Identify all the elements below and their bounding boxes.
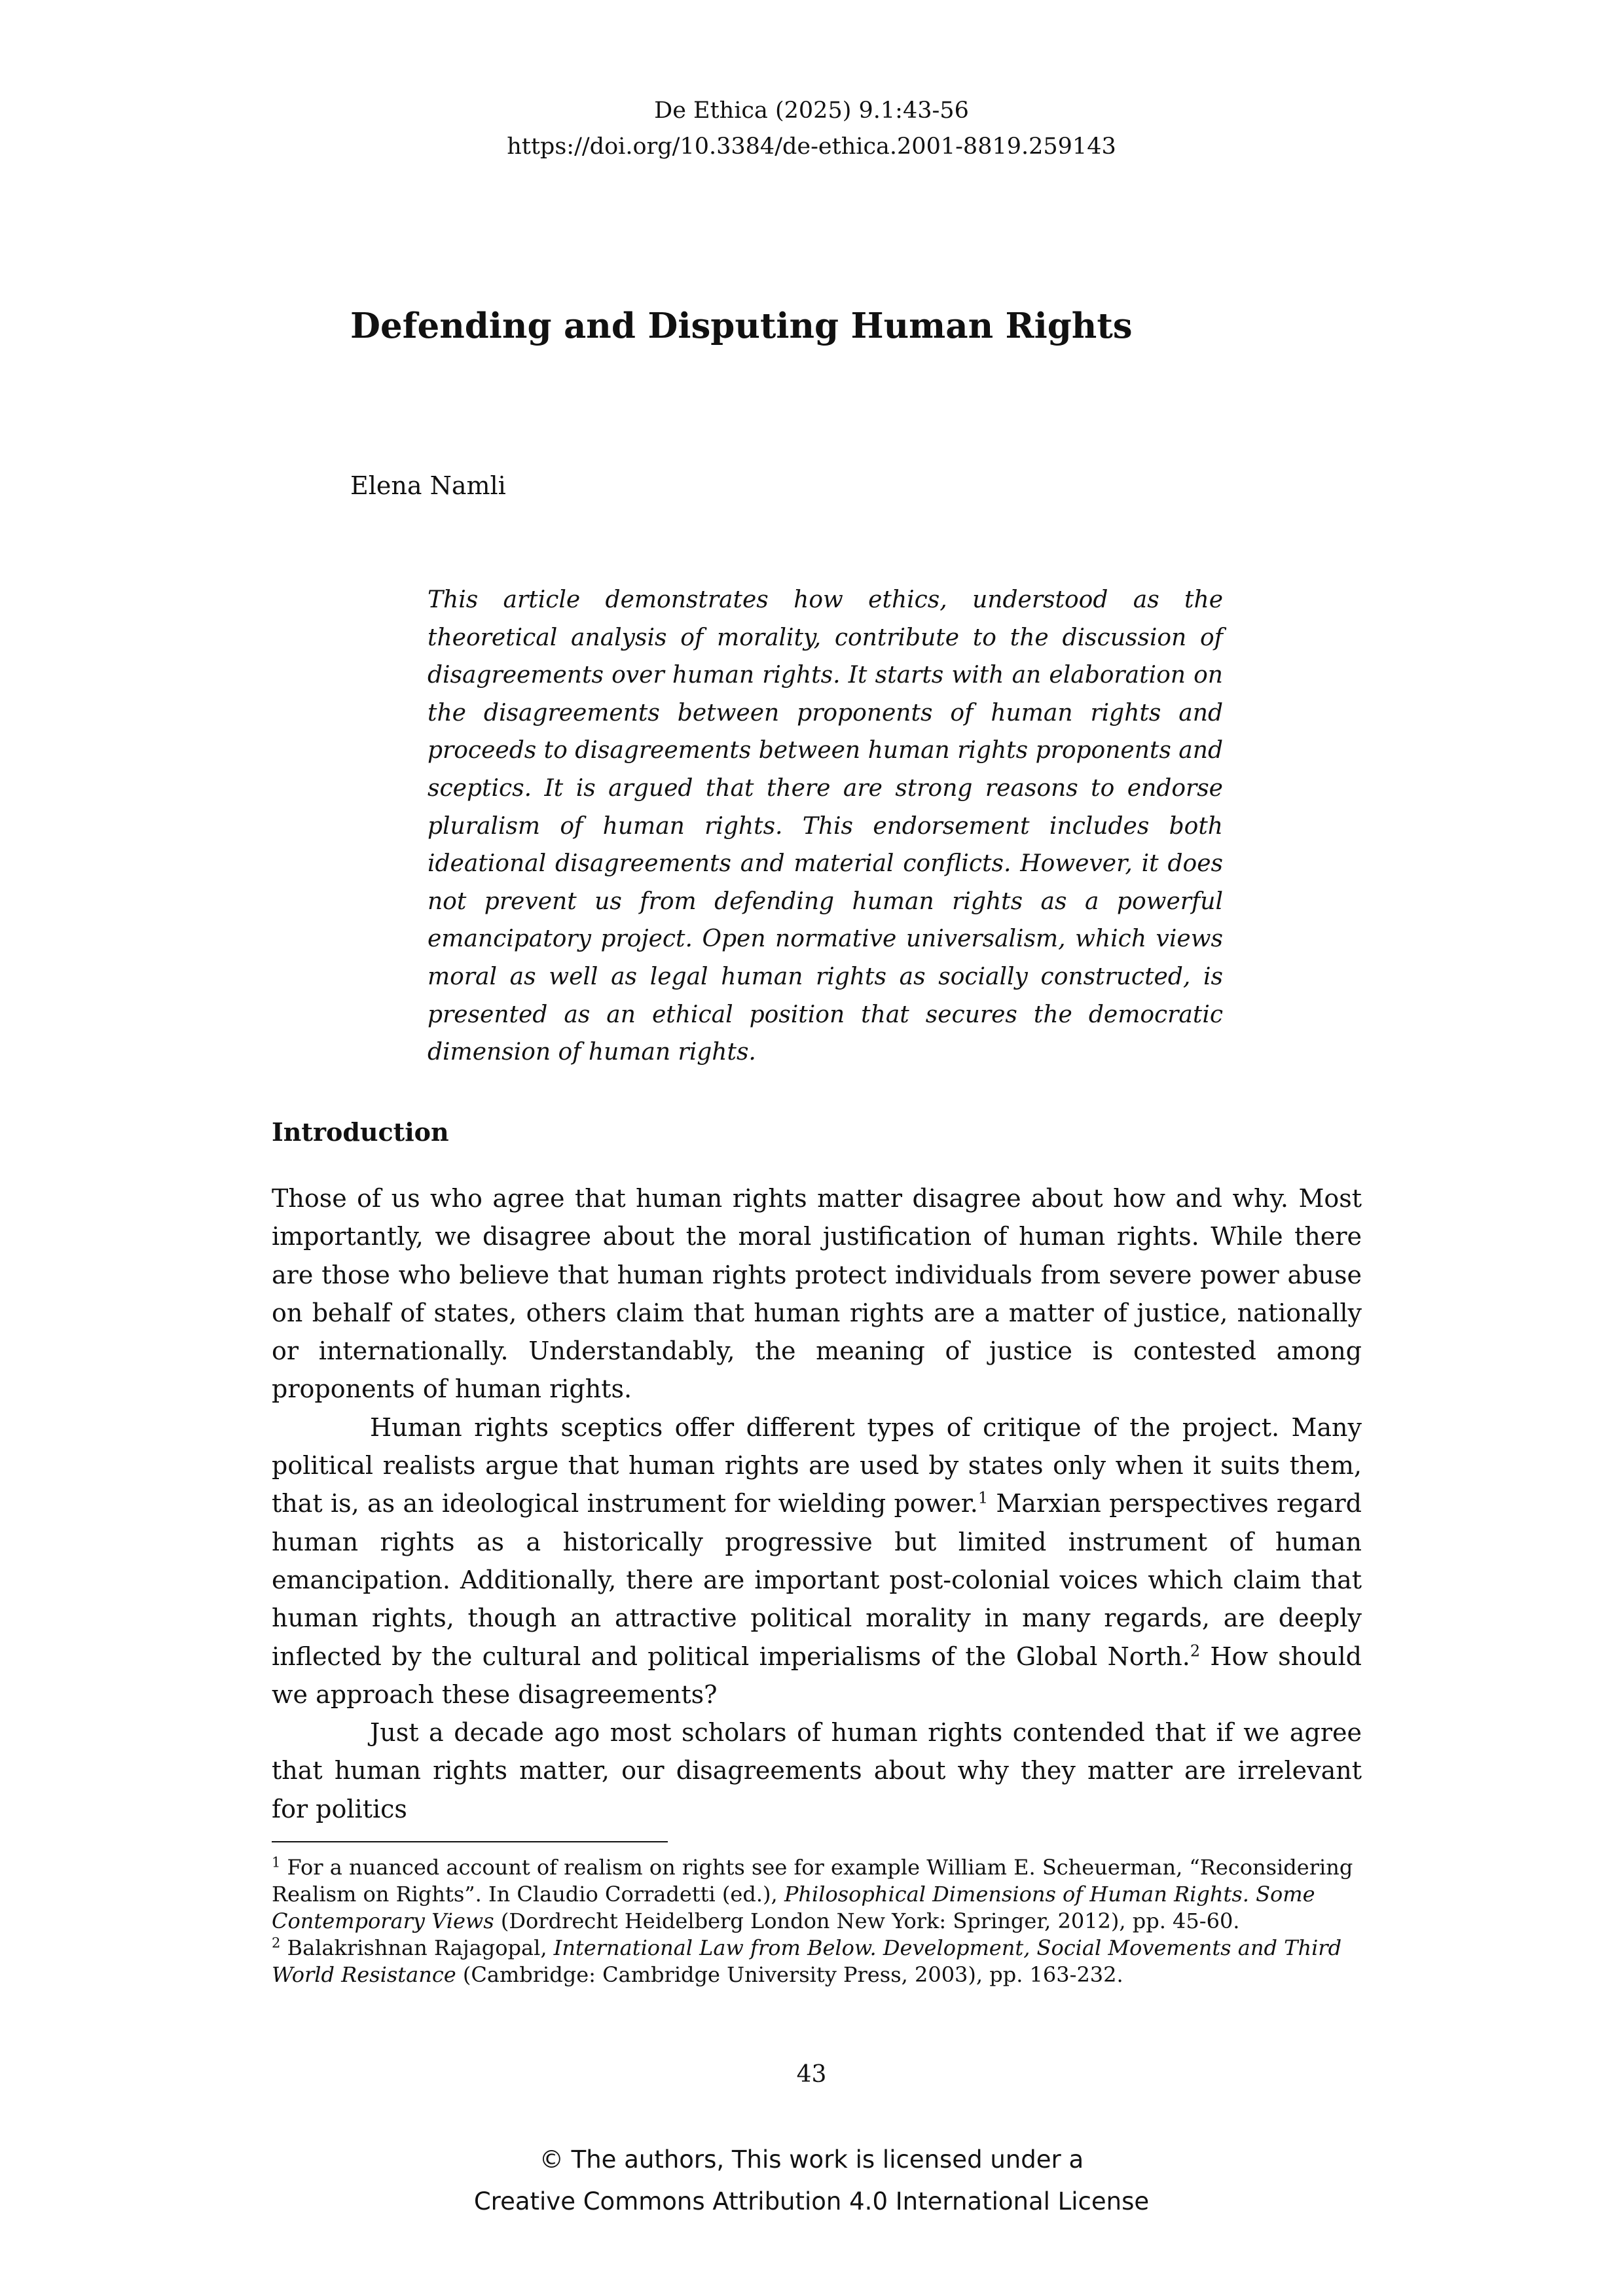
journal-citation: De Ethica (2025) 9.1:43-56 (654, 98, 969, 124)
journal-header (0, 93, 1623, 165)
footnote-2-book-title: International Law from Below. Development, Social Movements and Third World Resistance (272, 1935, 1342, 1987)
author-name: Elena Namli (350, 471, 506, 500)
footnote-1-text-a: For a nuanced account of realism on rights see for example William E. Scheuerman, “Reconsidering Realism on Rights”. In Claudio Corradetti (ed.), (272, 1855, 1353, 1907)
paragraph-2-text-b: Marxian perspectives regard human rights as a historically progressive but limited instrument of human emancipation. Additionally, there are important post-colonial voices which claim that human rights, though an attractive political morality in many regards, are deeply inflected by the cultural and political imperialisms of the Global North. (272, 1489, 1362, 1671)
footnote-2-text-a: Balakrishnan Rajagopal, (280, 1935, 554, 1960)
footnote-1-text-b: (Dordrecht Heidelberg London New York: Springer, 2012), pp. 45-60. (494, 1909, 1240, 1933)
footnote-ref-2[interactable]: 2 (1190, 1641, 1201, 1660)
footnote-1-marker: 1 (272, 1854, 281, 1871)
paragraph-3: Just a decade ago most scholars of human rights contended that if we agree that human rights matter, our disagreements about why they matter are irrelevant for politics (272, 1718, 1362, 1823)
paragraph-2-text-c: How should we approach these disagreements? (272, 1641, 1362, 1709)
footnotes (272, 1854, 1362, 1988)
license-line-1: © The authors, This work is licensed under a (539, 2145, 1084, 2174)
license-line-2[interactable]: Creative Commons Attribution 4.0 International License (473, 2187, 1150, 2215)
footnote-1-book-title: Philosophical Dimensions of Human Rights. Some Contemporary Views (272, 1882, 1315, 1933)
body-text (272, 1179, 1362, 1828)
abstract: This article demonstrates how ethics, understood as the theoretical analysis of morality, contribute to the discussion of disagreements over human rights. It starts with an elaboration on the disagreements between proponents of human rights and proceeds to disagreements between human rights proponents and sceptics. It is argued that there are strong reasons to endorse pluralism of human rights. This endorsement includes both ideational disagreements and material conflicts. However, it does not prevent us from defending human rights as a powerful emancipatory project. Open normative universalism, which views moral as well as legal human rights as socially constructed, is presented as an ethical position that secures the democratic dimension of human rights. (428, 586, 1223, 1066)
article-title: Defending and Disputing Human Rights (350, 306, 1133, 346)
page-number: 43 (796, 2061, 827, 2088)
section-heading: Introduction (272, 1117, 449, 1147)
doi-link[interactable]: https://doi.org/10.3384/de-ethica.2001-8819.259143 (507, 134, 1116, 160)
footnote-divider (272, 1841, 668, 1842)
paragraph-1: Those of us who agree that human rights matter disagree about how and why. Most importantly, we disagree about the moral justification of human rights. While there are those who believe that human rights protect individuals from severe power abuse on behalf of states, others claim that human rights are a matter of justice, nationally or internationally. Understandably, the meaning of justice is contested among proponents of human rights. (272, 1184, 1362, 1404)
footnote-1 (272, 1854, 1362, 1935)
footnote-2-text-b: (Cambridge: Cambridge University Press, 2003), pp. 163-232. (456, 1962, 1123, 1987)
footnote-2-marker: 2 (272, 1935, 281, 1951)
footnote-ref-1[interactable]: 1 (977, 1488, 989, 1507)
paragraph-2-text-a: Human rights sceptics offer different types of critique of the project. Many political realists argue that human rights are used by states only when it suits them, that is, as an ideological instrument for wielding power. (272, 1412, 1362, 1518)
license-notice (0, 2139, 1623, 2223)
footnote-2 (272, 1935, 1362, 1988)
paragraph-2 (272, 1408, 1362, 1713)
